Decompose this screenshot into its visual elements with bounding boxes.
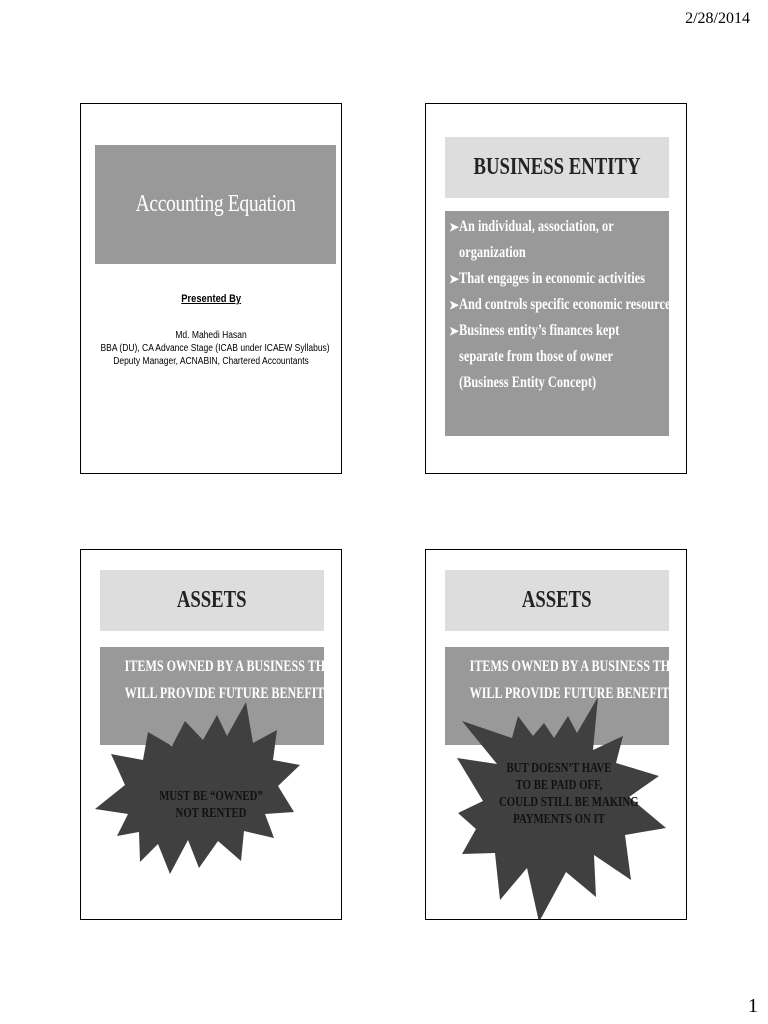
slide-3-assets-owned	[80, 549, 342, 920]
definition-line: WILL PROVIDE FUTURE BENEFITS	[469, 685, 677, 702]
callout-line: NOT RENTED	[175, 805, 247, 820]
definition-line: WILL PROVIDE FUTURE BENEFITS	[124, 685, 332, 702]
slide-1-title-box	[95, 145, 336, 264]
slide-2-title-box	[445, 137, 669, 198]
slide-3-title: ASSETS	[177, 587, 247, 613]
slide-4-assets-payments	[425, 549, 687, 920]
arrow-bullet-icon: ➤	[449, 272, 460, 286]
callout-line: BUT DOESN’T HAVE	[506, 760, 612, 775]
bullet-item	[449, 318, 665, 396]
bullet-text: And controls specific economic resources	[459, 296, 676, 313]
starburst-callout-text	[484, 759, 639, 827]
starburst-callout-icon	[81, 550, 342, 920]
callout-line: COULD STILL BE MAKING	[499, 794, 639, 809]
callout-line: MUST BE “OWNED”	[159, 788, 263, 803]
bullet-item	[449, 214, 665, 266]
arrow-bullet-icon: ➤	[449, 324, 460, 338]
presenter-qualification: BBA (DU), CA Advance Stage (ICAB under ICAEW Syllabus)	[100, 343, 330, 354]
slide-2-title: BUSINESS ENTITY	[473, 154, 641, 180]
starburst-callout-text	[141, 787, 281, 821]
business-entity-bullets	[445, 211, 676, 436]
page-date: 2/28/2014	[685, 10, 750, 27]
page-number: 1	[748, 995, 758, 1017]
definition-line: ITEMS OWNED BY A BUSINESS THAT	[124, 658, 342, 675]
bullet-text: Business entity’s finances kept separate from those of owner (Business Entity Concept)	[459, 322, 620, 391]
slide-1-title: Accounting Equation	[135, 191, 296, 217]
starburst-callout-icon	[426, 550, 687, 920]
slide-4-title: ASSETS	[522, 587, 592, 613]
presented-by-label: Presented By	[181, 293, 241, 305]
bullet-text: That engages in economic activities	[459, 270, 645, 287]
callout-line: PAYMENTS ON IT	[513, 811, 605, 826]
presenter-name: Md. Mahedi Hasan	[175, 330, 247, 341]
definition-line: ITEMS OWNED BY A BUSINESS THAT	[469, 658, 687, 675]
presenter-block	[81, 289, 341, 368]
arrow-bullet-icon: ➤	[449, 298, 460, 312]
bullet-text: An individual, association, or organization	[459, 218, 614, 261]
callout-line: TO BE PAID OFF,	[515, 777, 603, 792]
arrow-bullet-icon: ➤	[449, 220, 460, 234]
presenter-position: Deputy Manager, ACNABIN, Chartered Accountants	[113, 356, 309, 367]
bullet-item	[449, 292, 676, 318]
slide-2-business-entity	[425, 103, 687, 474]
slide-1-accounting-equation	[80, 103, 342, 474]
bullet-item	[449, 266, 665, 292]
